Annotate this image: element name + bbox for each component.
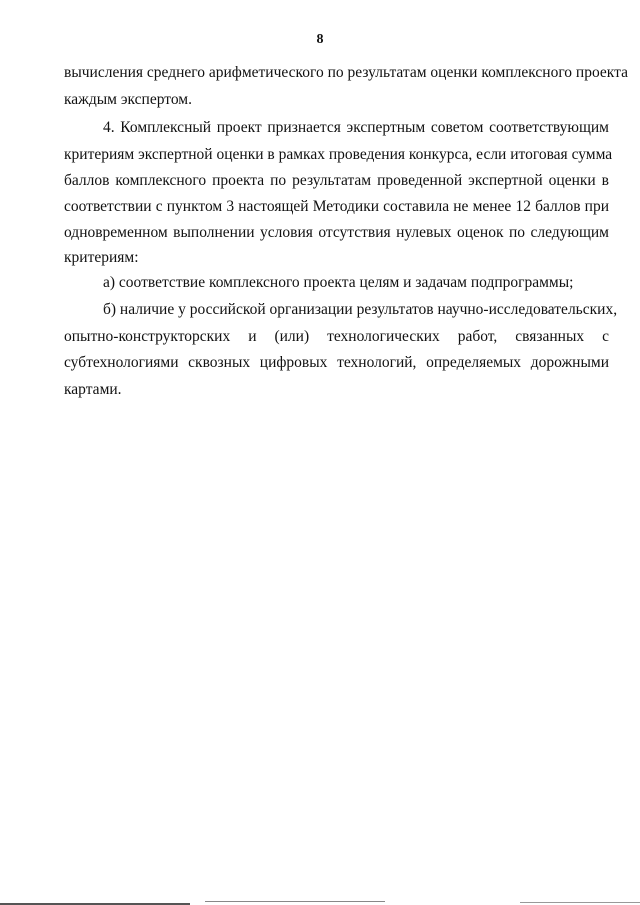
page-number: 8	[316, 32, 324, 47]
list-item-b-first-line: б) наличие у российской организации результатов научно-исследовательских,	[103, 301, 618, 318]
text-line: одновременном выполнении условия отсутствия нулевых оценок по следующим	[64, 224, 609, 241]
scan-artifact	[520, 902, 640, 903]
text-line: картами.	[64, 381, 122, 398]
text-line: каждым экспертом.	[64, 91, 192, 108]
text-line: критериям:	[64, 249, 139, 266]
list-item-a: а) соответствие комплексного проекта целям и задачам подпрограммы;	[103, 274, 574, 291]
text-line: баллов комплексного проекта по результатам проведенной экспертной оценки в	[64, 172, 609, 189]
scan-artifact	[205, 901, 385, 902]
paragraph-4-first-line: 4. Комплексный проект признается экспертным советом соответствующим	[103, 119, 609, 136]
text-line: опытно-конструкторских и (или) технологических работ, связанных с	[64, 328, 609, 345]
text-line: субтехнологиями сквозных цифровых технологий, определяемых дорожными	[64, 354, 609, 371]
text-line: критериям экспертной оценки в рамках проведения конкурса, если итоговая сумма	[64, 146, 613, 163]
text-line: соответствии с пунктом 3 настоящей Методики составила не менее 12 баллов при	[64, 198, 609, 215]
text-line: вычисления среднего арифметического по результатам оценки комплексного проекта	[64, 64, 628, 81]
